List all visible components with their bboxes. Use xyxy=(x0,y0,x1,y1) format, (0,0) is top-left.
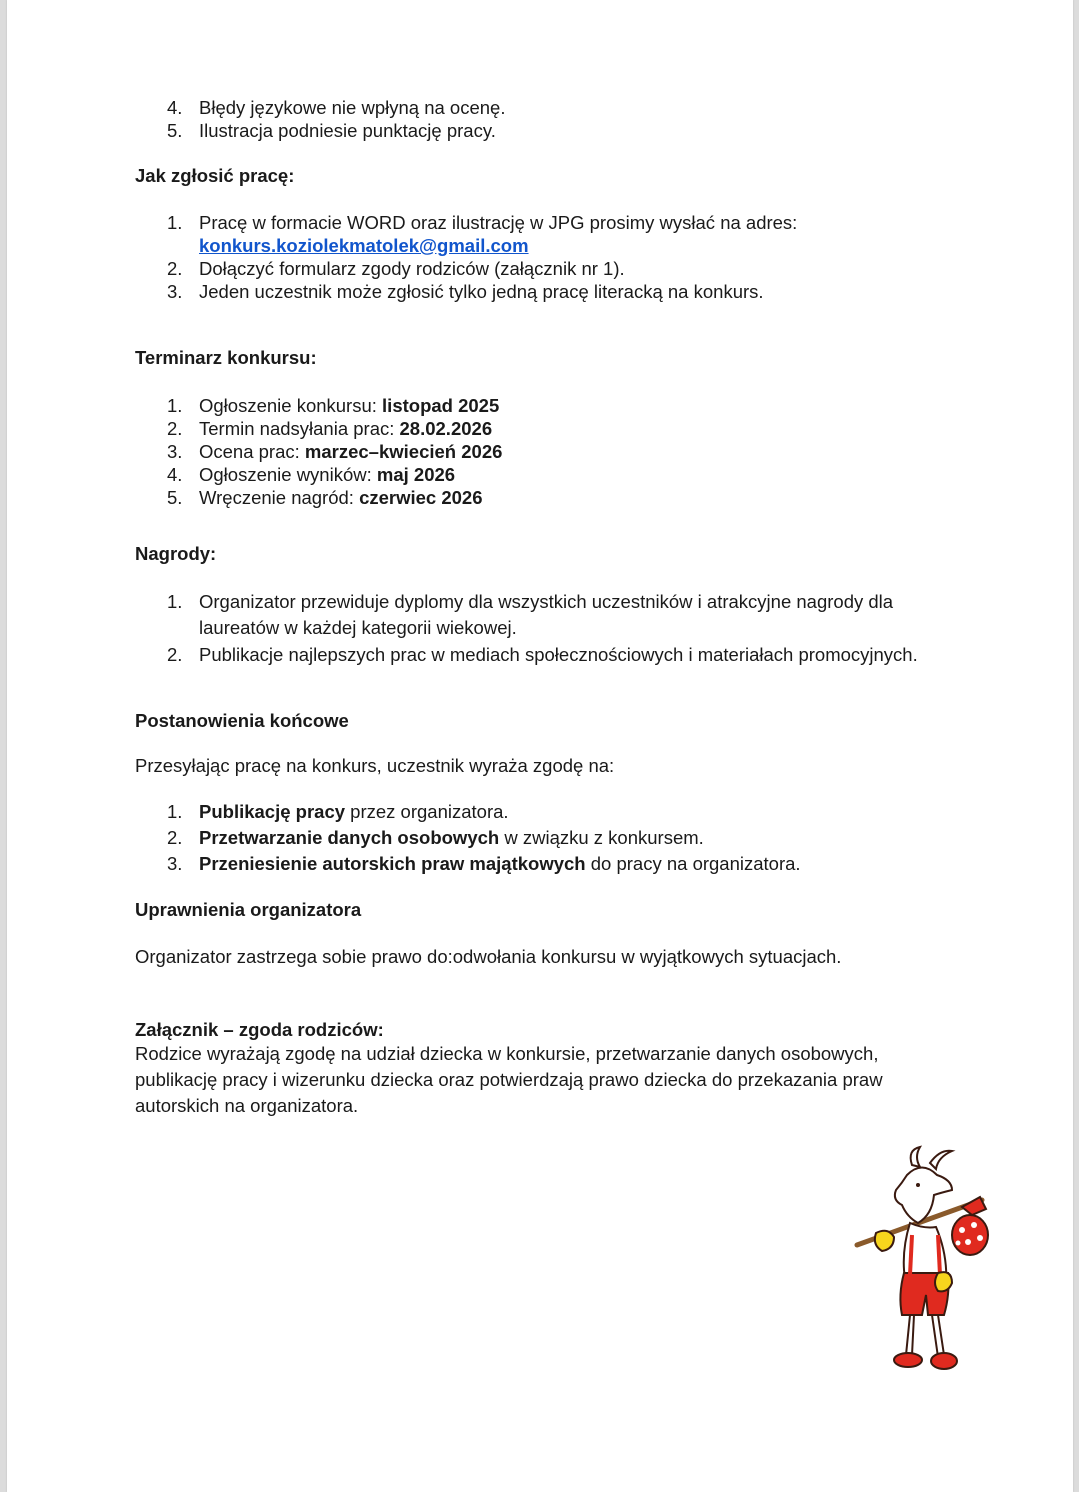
final-heading: Postanowienia końcowe xyxy=(135,710,349,731)
rights-heading: Uprawnienia organizatora xyxy=(135,899,362,920)
list-item: 5. Ilustracja podniesie punktację pracy. xyxy=(167,120,496,141)
list-item: 4. Ogłoszenie wyników: maj 2026 xyxy=(167,464,456,485)
document-page xyxy=(7,0,1073,1492)
prizes-list xyxy=(135,589,955,666)
list-item: 5. Wręczenie nagród: czerwiec 2026 xyxy=(167,487,483,508)
annex-heading: Załącznik – zgoda rodziców: xyxy=(135,1019,384,1040)
schedule-list xyxy=(135,394,955,509)
list-item: 1. Ogłoszenie konkursu: listopad 2025 xyxy=(167,395,500,416)
email-link[interactable]: konkurs.koziolekmatolek@gmail.com xyxy=(199,235,529,256)
submit-list xyxy=(135,211,955,303)
schedule-heading: Terminarz konkursu: xyxy=(135,347,317,368)
list-item: 2. Przetwarzanie danych osobowych w związku z konkursem. xyxy=(167,827,704,848)
intro-list xyxy=(135,96,955,142)
list-item: 1. Pracę w formacie WORD oraz ilustrację w JPG prosimy wysłać na adres: konkurs.koziolekmatolek@gmail.com xyxy=(167,212,798,256)
list-item: 2. Termin nadsyłania prac: 28.02.2026 xyxy=(167,418,493,439)
list-item: 3. Ocena prac: marzec–kwiecień 2026 xyxy=(167,441,503,462)
list-item: 3. Jeden uczestnik może zgłosić tylko jedną pracę literacką na konkurs. xyxy=(167,281,764,302)
final-list xyxy=(135,799,955,877)
list-item: 2. Publikacje najlepszych prac w mediach społecznościowych i materiałach promocyjnych. xyxy=(167,644,918,665)
annex-text: Rodzice wyrażają zgodę na udział dziecka w konkursie, przetwarzanie danych osobowych, publikację pracy i wizerunku dziecka oraz potwierdzają prawo dziecka do przekazania praw autorskich na organizatora. xyxy=(135,1043,883,1116)
final-intro: Przesyłając pracę na konkurs, uczestnik wyraża zgodę na: xyxy=(135,755,615,776)
document-content xyxy=(135,96,955,1119)
goat-mascot-icon xyxy=(852,1145,1002,1375)
list-item: 2. Dołączyć formularz zgody rodziców (załącznik nr 1). xyxy=(167,258,625,279)
prizes-heading: Nagrody: xyxy=(135,543,217,564)
list-item: 3. Przeniesienie autorskich praw majątkowych do pracy na organizatora. xyxy=(167,853,801,874)
list-item: 1. Organizator przewiduje dyplomy dla wszystkich uczestników i atrakcyjne nagrody dla laureatów w każdej kategorii wiekowej. xyxy=(167,591,894,638)
rights-text: Organizator zastrzega sobie prawo do:odwołania konkursu w wyjątkowych sytuacjach. xyxy=(135,946,842,967)
list-item: 4. Błędy językowe nie wpłyną na ocenę. xyxy=(167,97,506,118)
submit-heading: Jak zgłosić pracę: xyxy=(135,165,295,186)
list-item: 1. Publikację pracy przez organizatora. xyxy=(167,801,509,822)
